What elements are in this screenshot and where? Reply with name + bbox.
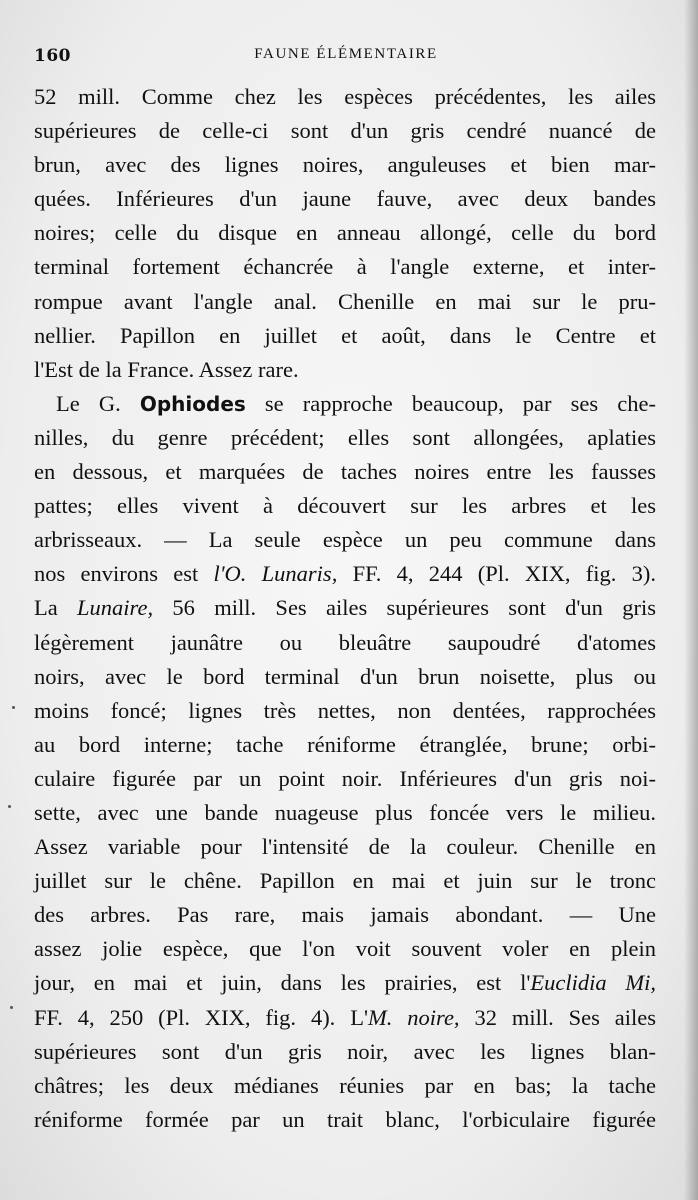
text-run: légèrement jaunâtre ou bleuâtre saupoudré d'atomes bbox=[34, 629, 656, 655]
paragraph-2 bbox=[34, 387, 656, 1137]
species-name: l'O. Lunaris, bbox=[213, 561, 338, 587]
print-speck bbox=[10, 1006, 13, 1009]
text-run: La bbox=[34, 595, 78, 621]
text-run: moins foncé; lignes très nettes, non dentées, rapprochées bbox=[34, 697, 656, 723]
text-run: supérieures de celle-ci sont d'un gris cendré nuancé de bbox=[34, 118, 656, 144]
text-run: nellier. Papillon en juillet et août, dans le Centre et bbox=[34, 322, 656, 348]
text-run: des arbres. Pas rare, mais jamais abondant. — Une bbox=[34, 902, 656, 928]
text-run: juillet sur le chêne. Papillon en mai et juin sur le tronc bbox=[34, 868, 656, 894]
text-line bbox=[34, 898, 656, 932]
text-line bbox=[34, 591, 656, 625]
paragraph-1 bbox=[34, 80, 656, 387]
text-line bbox=[34, 557, 656, 591]
text-line bbox=[34, 728, 656, 762]
text-line bbox=[34, 830, 656, 864]
text-run: noirs, avec le bord terminal d'un brun noisette, plus ou bbox=[34, 663, 656, 689]
text-run: arbrisseaux. — La seule espèce un peu commune dans bbox=[34, 527, 656, 553]
text-line bbox=[34, 694, 656, 728]
text-run: FF. 4, 244 (Pl. XIX, fig. 3). bbox=[337, 561, 656, 587]
text-run: rompue avant l'angle anal. Chenille en mai sur le pru- bbox=[34, 288, 656, 314]
text-run: quées. Inférieures d'un jaune fauve, avec deux bandes bbox=[34, 186, 656, 212]
text-run: 32 mill. Ses ailes bbox=[459, 1004, 656, 1030]
text-run: 52 mill. Comme chez les espèces précédentes, les ailes bbox=[34, 84, 656, 109]
text-run: terminal fortement échancrée à l'angle externe, et inter- bbox=[34, 254, 656, 280]
page-edge-shadow bbox=[684, 0, 698, 1200]
text-line bbox=[34, 660, 656, 694]
text-line bbox=[34, 114, 656, 148]
text-line bbox=[34, 182, 656, 216]
text-line bbox=[34, 387, 656, 421]
text-line bbox=[34, 216, 656, 250]
common-name: M. noire, bbox=[368, 1004, 460, 1030]
text-line bbox=[34, 455, 656, 489]
text-line bbox=[34, 421, 656, 455]
text-line bbox=[34, 966, 656, 1000]
text-run: 56 mill. Ses ailes supérieures sont d'un gris bbox=[153, 595, 656, 621]
text-line bbox=[34, 932, 656, 966]
text-line bbox=[34, 285, 656, 319]
species-name: Euclidia Mi, bbox=[530, 970, 656, 996]
genus-name: Ophiodes bbox=[139, 391, 246, 416]
text-run: culaire figurée par un point noir. Inférieures d'un gris noi- bbox=[34, 765, 656, 791]
text-line bbox=[34, 1069, 656, 1103]
text-line bbox=[34, 626, 656, 660]
text-run: noires; celle du disque en anneau allongé, celle du bord bbox=[34, 220, 656, 246]
text-run: l'Est de la France. Assez rare. bbox=[34, 356, 299, 382]
common-name: Lunaire, bbox=[77, 595, 154, 621]
text-run: châtres; les deux médianes réunies par en bas; la tache bbox=[34, 1072, 656, 1098]
text-run: se rapproche beaucoup, par ses che- bbox=[245, 390, 657, 416]
text-line bbox=[34, 80, 656, 114]
text-line bbox=[34, 1035, 656, 1069]
text-run: pattes; elles vivent à découvert sur les arbres et les bbox=[34, 493, 656, 519]
text-line bbox=[34, 796, 656, 830]
text-run: Assez variable pour l'intensité de la couleur. Chenille en bbox=[34, 834, 656, 860]
print-speck bbox=[8, 805, 11, 808]
page-header bbox=[34, 44, 658, 70]
text-run: jour, en mai et juin, dans les prairies, est l' bbox=[34, 970, 531, 996]
text-line bbox=[34, 148, 656, 182]
text-run: réniforme formée par un trait blanc, l'orbiculaire figurée bbox=[34, 1106, 656, 1132]
text-run: supérieures sont d'un gris noir, avec les lignes blan- bbox=[34, 1038, 656, 1064]
text-run: Le G. bbox=[56, 390, 140, 416]
print-speck bbox=[12, 706, 15, 709]
running-head: FAUNE ÉLÉMENTAIRE bbox=[254, 46, 438, 62]
text-line bbox=[34, 1103, 656, 1137]
text-line bbox=[34, 762, 656, 796]
text-run: en dessous, et marquées de taches noires entre les fausses bbox=[34, 459, 656, 485]
text-run: assez jolie espèce, que l'on voit souvent voler en plein bbox=[34, 936, 656, 962]
body-text bbox=[34, 80, 656, 1137]
text-run: brun, avec des lignes noires, anguleuses et bien mar- bbox=[34, 152, 656, 178]
page-number: 160 bbox=[34, 46, 71, 66]
text-line bbox=[34, 864, 656, 898]
text-run: nos environs est bbox=[34, 561, 214, 587]
text-line bbox=[34, 523, 656, 557]
text-line bbox=[34, 1001, 656, 1035]
text-line bbox=[34, 489, 656, 523]
text-run: sette, avec une bande nuageuse plus foncée vers le milieu. bbox=[34, 799, 656, 825]
text-line bbox=[34, 319, 656, 353]
text-run: nilles, du genre précédent; elles sont allongées, aplaties bbox=[34, 424, 656, 450]
text-line bbox=[34, 250, 656, 284]
text-line bbox=[34, 353, 656, 387]
text-run: FF. 4, 250 (Pl. XIX, fig. 4). L' bbox=[34, 1004, 369, 1030]
text-run: au bord interne; tache réniforme étranglée, brune; orbi- bbox=[34, 731, 656, 757]
